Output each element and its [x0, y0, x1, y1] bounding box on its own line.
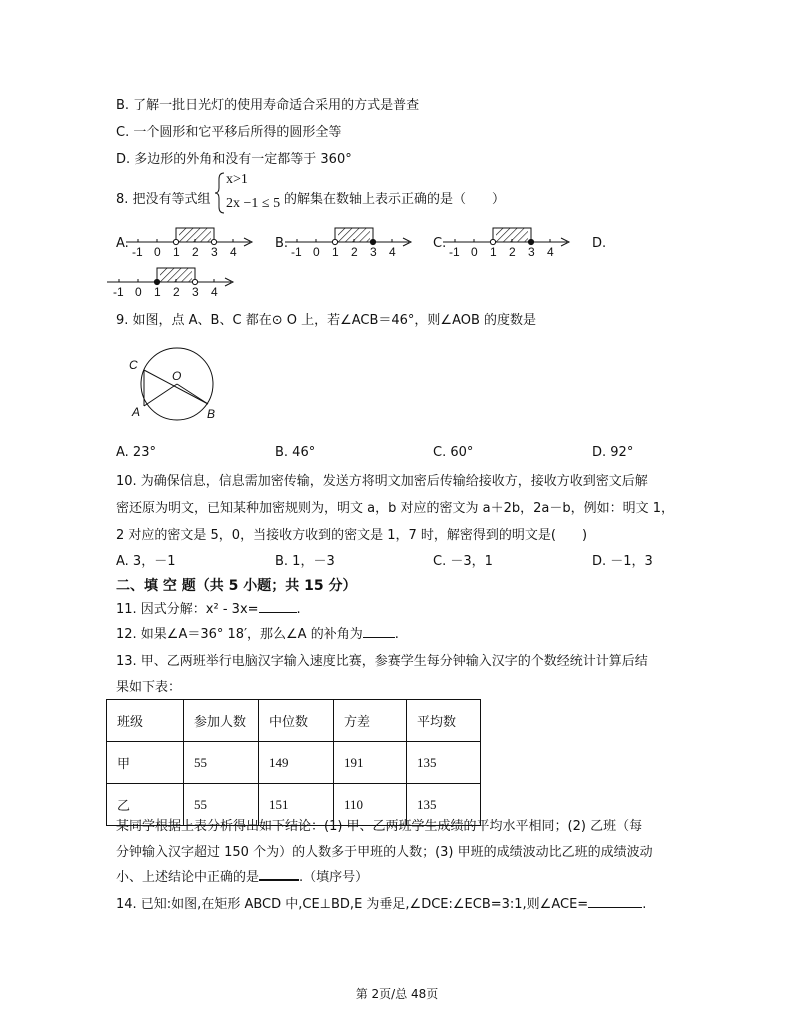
q12-end: .: [394, 627, 399, 642]
page-footer: 第 2页/总 48页: [355, 987, 439, 1001]
q8-inequality-2: 2x −1 ≤ 5: [226, 196, 281, 211]
open-endpoint: [490, 239, 495, 244]
table-cell: 135: [407, 784, 481, 826]
q10-option-d: D. －1，3: [592, 554, 653, 569]
table-cell: 乙: [107, 784, 184, 826]
q13-conclusion-1: 某同学根据上表分析得出如下结论：(1) 甲、乙两班学生成绩的平均水平相同；(2) 乙班（每: [116, 819, 643, 834]
q8-label-a: A.: [116, 236, 129, 251]
q14-end: .: [642, 897, 647, 912]
q13-conclusion-3b: .（填序号）: [299, 870, 369, 885]
q11: [116, 598, 301, 617]
q9-option-d: D. 92°: [592, 445, 634, 460]
tick-label: 2: [192, 245, 199, 259]
solution-hatch: [496, 228, 528, 242]
stats-table: [106, 699, 481, 826]
q9-option-c: C. 60°: [433, 445, 474, 460]
q7-option-c: C. 一个圆形和它平移后所得的圆形全等: [116, 125, 342, 140]
q7-option-d: D. 多边形的外角和没有一定都等于 360°: [116, 152, 352, 167]
q11-end: .: [296, 602, 301, 617]
table-header-cell: 参加人数: [184, 700, 259, 742]
tick-label: -1: [449, 245, 460, 259]
section-2-heading: 二、填 空 题（共 5 小题；共 15 分）: [116, 578, 357, 594]
q10-line-3: 2 对应的密文是 5，0，当接收方收到的密文是 1，7 时，解密得到的明文是( ): [116, 528, 588, 543]
table-header-cell: 方差: [334, 700, 407, 742]
q10-line-2: 密还原为明文，已知某种加密规则为，明文 a，b 对应的密文为 a＋2b，2a－b，例如：明文 1，: [116, 501, 674, 516]
numberline-d: [107, 264, 239, 304]
closed-endpoint: [528, 239, 533, 244]
table-cell: 135: [407, 742, 481, 784]
tick-label: 1: [490, 245, 497, 259]
point-a-label: A: [132, 405, 141, 419]
open-endpoint: [332, 239, 337, 244]
q11-text: 11. 因式分解：x² - 3x=: [116, 602, 259, 617]
solution-hatch: [160, 268, 192, 282]
q14-blank: [588, 895, 642, 908]
q13-line-2: 果如下表：: [116, 680, 182, 695]
table-cell: 110: [334, 784, 407, 826]
q8-stem-suffix: 的解集在数轴上表示正确的是（ ）: [284, 192, 506, 207]
q12-text: 12. 如果∠A＝36° 18′，那么∠A 的补角为: [116, 627, 363, 642]
tick-label: 3: [211, 245, 218, 259]
q13-blank: [259, 867, 299, 881]
open-endpoint: [211, 239, 216, 244]
q8-inequality-1: x>1: [226, 172, 248, 187]
q10-option-c: C. －3，1: [433, 554, 493, 569]
tick-label: 0: [154, 245, 161, 259]
numberline-b: [285, 224, 417, 264]
tick-label: 0: [313, 245, 320, 259]
tick-label: 3: [192, 285, 199, 299]
q11-blank: [259, 600, 297, 613]
tick-label: 1: [154, 285, 161, 299]
tick-label: 0: [471, 245, 478, 259]
q10-option-b: B. 1，－3: [275, 554, 335, 569]
tick-label: 3: [528, 245, 535, 259]
q8-brace: [214, 171, 226, 215]
q13-conclusion-3a: 小、上述结论中正确的是: [116, 870, 260, 885]
table-cell: 甲: [107, 742, 184, 784]
tick-label: -1: [291, 245, 302, 259]
table-cell: 151: [259, 784, 334, 826]
q7-option-b: B. 了解一批日光灯的使用寿命适合采用的方式是普查: [116, 98, 420, 113]
q14: [116, 893, 646, 912]
point-b-label: B: [207, 407, 216, 421]
tick-label: 3: [370, 245, 377, 259]
tick-label: 2: [509, 245, 516, 259]
table-header-row: [107, 700, 481, 742]
closed-endpoint: [370, 239, 375, 244]
q13-line-1: 13. 甲、乙两班举行电脑汉字输入速度比赛，参赛学生每分钟输入汉字的个数经统计计算后结: [116, 654, 648, 669]
tick-label: -1: [132, 245, 143, 259]
open-endpoint: [192, 279, 197, 284]
q8-label-d: D.: [592, 236, 607, 251]
table-cell: 191: [334, 742, 407, 784]
tick-label: 0: [135, 285, 142, 299]
table-cell: 55: [184, 784, 259, 826]
q13-conclusion-3: [116, 866, 368, 885]
tick-label: -1: [113, 285, 124, 299]
q8-stem-prefix: 8. 把没有等式组: [116, 192, 211, 207]
table-row: [107, 742, 481, 784]
q9-option-a: A. 23°: [116, 445, 156, 460]
tick-label: 2: [173, 285, 180, 299]
point-o-label: O: [172, 369, 182, 383]
circle-figure: [124, 346, 224, 426]
tick-label: 4: [230, 245, 237, 259]
q8-label-b: B.: [275, 236, 289, 251]
tick-label: 4: [547, 245, 554, 259]
open-endpoint: [173, 239, 178, 244]
tick-label: 1: [173, 245, 180, 259]
q9-stem: 9. 如图，点 A、B、C 都在⊙ O 上，若∠ACB＝46°，则∠AOB 的度数是: [116, 313, 537, 328]
solution-hatch: [338, 228, 370, 242]
table-header-cell: 班级: [107, 700, 184, 742]
table-cell: 55: [184, 742, 259, 784]
point-c-label: C: [129, 358, 138, 372]
tick-label: 4: [389, 245, 396, 259]
tick-label: 4: [211, 285, 218, 299]
closed-endpoint: [154, 279, 159, 284]
numberline-c: [443, 224, 575, 264]
q12: [116, 623, 399, 642]
table-cell: 149: [259, 742, 334, 784]
tick-label: 1: [332, 245, 339, 259]
table-header-cell: 中位数: [259, 700, 334, 742]
numberline-a: [126, 224, 258, 264]
q14-text: 14. 已知:如图,在矩形 ABCD 中,CE⊥BD,E 为垂足,∠DCE:∠ECB=3:1,则∠ACE=: [116, 897, 589, 912]
q13-conclusion-2: 分钟输入汉字超过 150 个为）的人数多于甲班的人数；(3) 甲班的成绩波动比乙班的成绩波动: [116, 845, 653, 860]
q9-option-b: B. 46°: [275, 445, 316, 460]
q12-blank: [363, 625, 395, 638]
q10-option-a: A. 3，－1: [116, 554, 176, 569]
q8-label-c: C.: [433, 236, 447, 251]
table-header-cell: 平均数: [407, 700, 481, 742]
tick-label: 2: [351, 245, 358, 259]
solution-hatch: [179, 228, 211, 242]
q10-line-1: 10. 为确保信息，信息需加密传输，发送方将明文加密后传输给接收方，接收方收到密文后解: [116, 474, 648, 489]
